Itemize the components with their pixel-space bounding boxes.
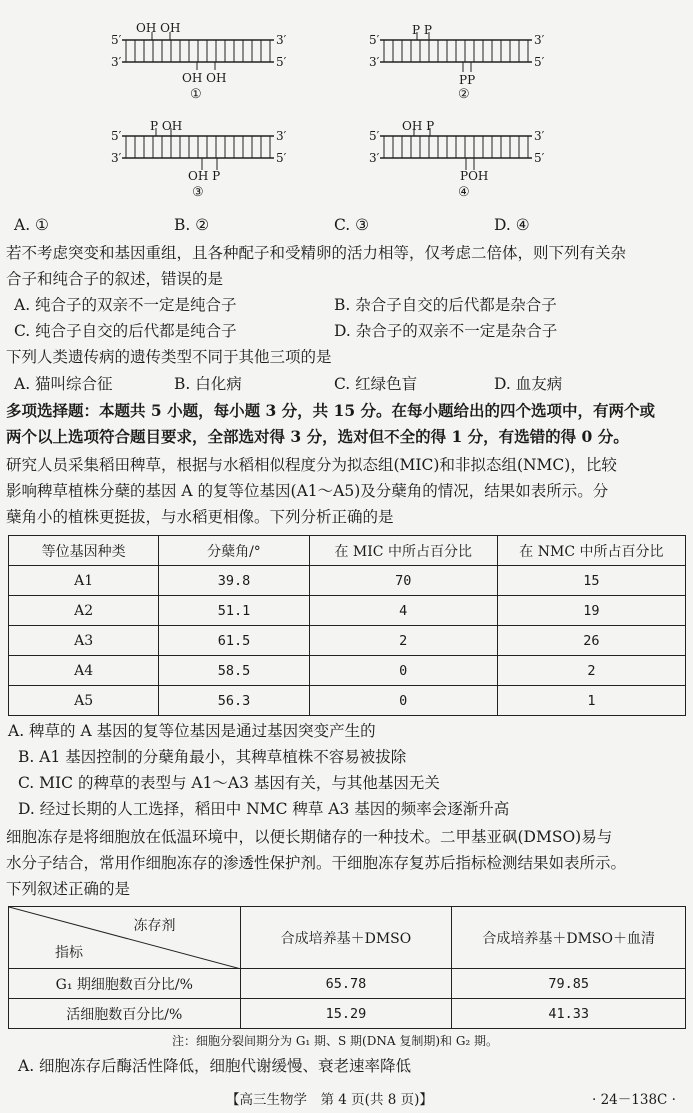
diagram-3-top-label: P OH [150,119,183,133]
corner-top-label: 冻存剂 [133,918,176,934]
svg-text:3′: 3′ [111,151,122,165]
option-d[interactable]: D. ④ [494,216,530,234]
table-row [9,686,686,716]
diagram-1-bottom-label: OH OH [182,71,227,85]
table-cell: 58.5 [159,656,309,686]
q1-stem-line2: 合子和纯合子的叙述，错误的是 [6,270,224,288]
q2-stem: 下列人类遗传病的遗传类型不同于其他三项的是 [6,348,332,366]
cryopreservation-table [8,906,686,1029]
allele-table [8,535,686,716]
table-cell: A1 [9,566,159,596]
table-header: 合成培养基＋DMSO [240,907,452,969]
table-row [9,596,686,626]
diagram-1 [111,21,287,102]
svg-text:5′: 5′ [111,33,122,47]
paper-code: · 24－138C · [592,1092,676,1108]
svg-text:5′: 5′ [369,129,380,143]
q2-option-d[interactable]: D. 血友病 [494,375,563,393]
svg-text:5′: 5′ [276,151,287,165]
q3-option-c[interactable]: C. MIC 的稗草的表型与 A1～A3 基因有关，与其他基因无关 [18,774,440,792]
svg-text:3′: 3′ [276,33,287,47]
table-cell: G₁ 期细胞数百分比/% [9,969,241,999]
q4-option-a[interactable]: A. 细胞冻存后酶活性降低，细胞代谢缓慢、衰老速率降低 [18,1057,412,1075]
svg-text:3′: 3′ [534,129,545,143]
table-cell: 0 [309,686,497,716]
svg-text:5′: 5′ [369,33,380,47]
table-cell: 26 [497,626,685,656]
q1-option-d[interactable]: D. 杂合子的双亲不一定是杂合子 [334,322,558,340]
q3-option-b[interactable]: B. A1 基因控制的分蘖角最小，其稗草植株不容易被拔除 [18,748,407,766]
q4-stem-line1: 细胞冻存是将细胞放在低温环境中，以便长期储存的一种技术。二甲基亚砜(DMSO)易与 [6,828,613,846]
diagram-2-number: ② [458,87,470,102]
q1-option-c[interactable]: C. 纯合子自交的后代都是纯合子 [14,322,237,340]
option-c[interactable]: C. ③ [334,216,370,234]
table-header: 合成培养基＋DMSO＋血清 [452,907,686,969]
diagram-1-top-label: OH OH [136,21,181,35]
diagram-1-number: ① [190,87,202,102]
table-cell: 56.3 [159,686,309,716]
table-row [9,566,686,596]
dna-diagrams [0,0,693,215]
table-note: 注：细胞分裂间期分为 G₁ 期、S 期(DNA 复制期)和 G₂ 期。 [172,1034,499,1048]
table-cell: 1 [497,686,685,716]
diagram-2-bottom-label: PP [459,73,476,87]
table-cell: 2 [309,626,497,656]
table-row [9,969,686,999]
svg-text:3′: 3′ [276,129,287,143]
svg-text:3′: 3′ [534,33,545,47]
table-cell: 15 [497,566,685,596]
q3-option-a[interactable]: A. 稗草的 A 基因的复等位基因是通过基因突变产生的 [8,722,376,740]
table-header: 在 MIC 中所占百分比 [309,536,497,566]
svg-text:3′: 3′ [369,151,380,165]
diagonal-divider [9,907,241,969]
table-header: 分蘖角/° [159,536,309,566]
table-header: 在 NMC 中所占百分比 [497,536,685,566]
table-cell: 19 [497,596,685,626]
table-header: 等位基因种类 [9,536,159,566]
svg-text:5′: 5′ [111,129,122,143]
table-cell: 41.33 [452,999,686,1029]
section-instructions-line1: 多项选择题：本题共 5 小题，每小题 3 分，共 15 分。在每小题给出的四个选项中，有两个或 [6,401,656,420]
table-cell: 39.8 [159,566,309,596]
svg-text:3′: 3′ [369,55,380,69]
svg-text:5′: 5′ [276,55,287,69]
q1-stem-line1: 若不考虑突变和基因重组，且各种配子和受精卵的活力相等，仅考虑二倍体，则下列有关杂 [6,244,627,262]
q1-option-b[interactable]: B. 杂合子自交的后代都是杂合子 [334,296,557,314]
q4-stem-line2: 水分子结合，常用作细胞冻存的渗透性保护剂。干细胞冻存复苏后指标检测结果如表所示。 [6,854,627,872]
table-cell: 15.29 [240,999,452,1029]
diagram-4-bottom-label: POH [460,169,489,183]
q2-option-b[interactable]: B. 白化病 [174,375,242,393]
diagram-3-number: ③ [192,185,204,200]
table-corner-cell [9,907,241,969]
table-row [9,626,686,656]
table-row [9,656,686,686]
corner-bottom-label: 指标 [55,945,83,961]
table-cell: 61.5 [159,626,309,656]
table-cell: 65.78 [240,969,452,999]
option-a[interactable]: A. ① [14,216,49,234]
svg-text:3′: 3′ [111,55,122,69]
svg-text:5′: 5′ [534,151,545,165]
option-b[interactable]: B. ② [174,216,210,234]
table-cell: 活细胞数百分比/% [9,999,241,1029]
q3-option-d[interactable]: D. 经过长期的人工选择，稻田中 NMC 稗草 A3 基因的频率会逐渐升高 [18,800,510,818]
diagram-3 [111,119,287,200]
q4-stem-line3: 下列叙述正确的是 [6,880,131,898]
diagram-2 [369,23,545,102]
table-cell: A5 [9,686,159,716]
table-cell: 2 [497,656,685,686]
diagram-4 [369,119,545,200]
diagram-3-bottom-label: OH P [188,169,221,183]
table-cell: 0 [309,656,497,686]
diagram-4-number: ④ [458,185,470,200]
table-cell: A2 [9,596,159,626]
table-row [9,999,686,1029]
svg-text:5′: 5′ [534,55,545,69]
table-cell: A4 [9,656,159,686]
table-cell: 70 [309,566,497,596]
q2-option-a[interactable]: A. 猫叫综合征 [14,375,113,393]
section-instructions-line2: 两个以上选项符合题目要求，全部选对得 3 分，选对但不全的得 1 分，有选错的得 0 分。 [6,427,629,446]
table-cell: 51.1 [159,596,309,626]
table-cell: 4 [309,596,497,626]
q1-option-a[interactable]: A. 纯合子的双亲不一定是纯合子 [14,296,237,314]
q3-stem-line2: 影响稗草植株分蘖的基因 A 的复等位基因(A1～A5)及分蘖角的情况，结果如表所示。分 [6,482,609,500]
q3-stem-line3: 蘖角小的植株更挺拔，与水稻更相像。下列分析正确的是 [6,508,394,526]
q3-stem-line1: 研究人员采集稻田稗草，根据与水稻相似程度分为拟态组(MIC)和非拟态组(NMC)，比较 [6,456,617,474]
page-footer: 【高三生物学 第 4 页(共 8 页)】 [226,1092,433,1108]
table-cell: 79.85 [452,969,686,999]
diagram-4-top-label: OH P [402,119,435,133]
table-cell: A3 [9,626,159,656]
q2-option-c[interactable]: C. 红绿色盲 [334,375,418,393]
diagram-2-top-label: P P [412,23,432,37]
